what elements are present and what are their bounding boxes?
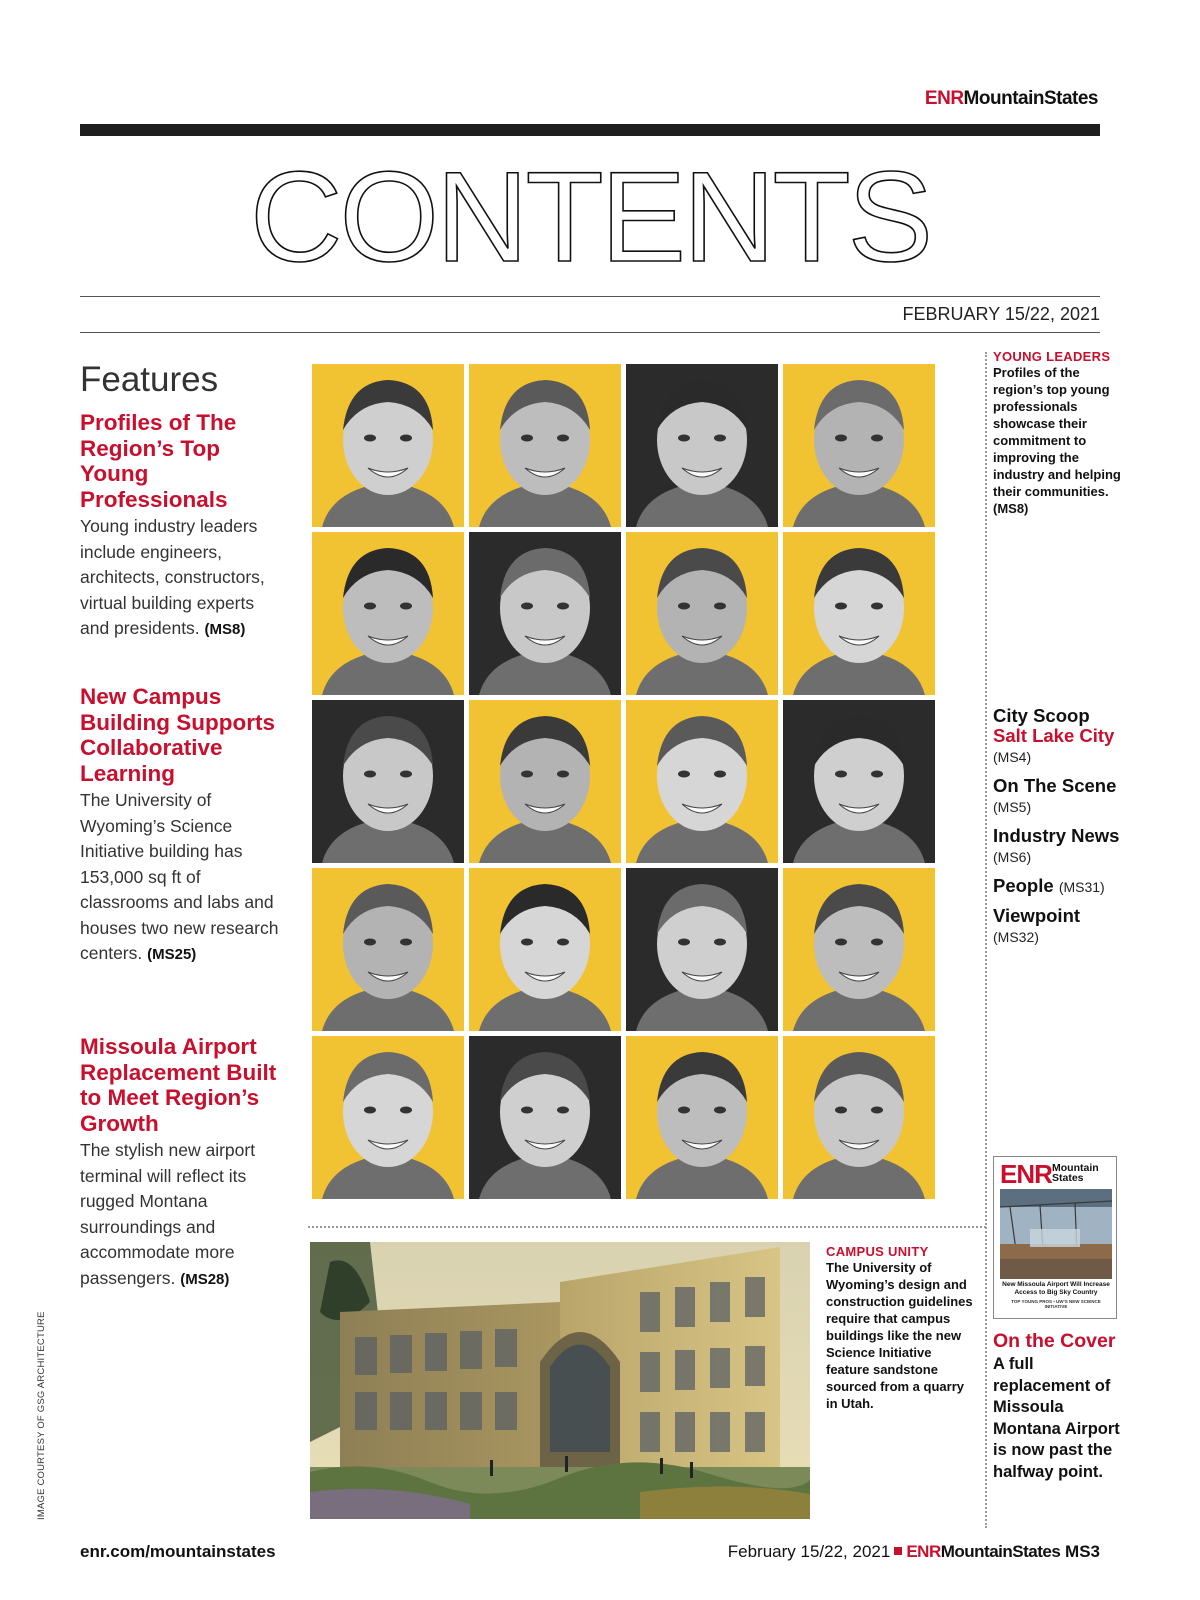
brand-mountainstates-text: MountainStates: [963, 88, 1098, 109]
toc-item-viewpoint[interactable]: Viewpoint (MS32): [993, 905, 1081, 945]
issue-date: FEBRUARY 15/22, 2021: [902, 304, 1100, 324]
page-title: CONTENTS: [250, 146, 930, 289]
toc-item-on-the-scene[interactable]: On The Scene (MS5): [993, 775, 1117, 815]
caption-kicker: CAMPUS UNITY: [826, 1244, 929, 1259]
headshot-photo[interactable]: [783, 700, 935, 863]
headshot-photo[interactable]: [783, 868, 935, 1031]
headshot-photo[interactable]: [312, 364, 464, 527]
divider: [80, 296, 1100, 297]
page-ref: (MS8): [204, 621, 246, 638]
headshot-photo[interactable]: [626, 700, 778, 863]
departments-list: [993, 706, 1143, 956]
cover-brand: Mountain States: [1052, 1162, 1099, 1184]
cover-thumbnail[interactable]: [993, 1156, 1117, 1319]
feature-missoula-airport[interactable]: [80, 1034, 285, 1292]
headshot-photo[interactable]: [469, 364, 621, 527]
headshot-photo[interactable]: [783, 532, 935, 695]
toc-item-city-scoop[interactable]: City Scoop Salt Lake City (MS4): [993, 705, 1115, 765]
headshot-photo[interactable]: [783, 364, 935, 527]
cover-airport-image: [1000, 1189, 1112, 1279]
headshot-photo[interactable]: [469, 1036, 621, 1199]
on-the-cover-title: On the Cover: [993, 1330, 1116, 1352]
headshot-photo[interactable]: [783, 1036, 935, 1199]
campus-unity-caption: [826, 1244, 976, 1412]
on-the-cover: [993, 1330, 1133, 1483]
feature-title[interactable]: Missoula Airport Replacement Built to Meet Region’s Growth: [80, 1034, 277, 1136]
feature-description: The stylish new airport terminal will reflect its rugged Montana surroundings and accommodate more passengers. (MS28): [80, 1140, 256, 1288]
headshot-photo[interactable]: [312, 1036, 464, 1199]
headshot-photo[interactable]: [626, 532, 778, 695]
cover-masthead: ENR: [1000, 1159, 1052, 1189]
feature-young-professionals[interactable]: [80, 410, 285, 643]
headshot-photo[interactable]: [469, 532, 621, 695]
cover-subline: TOP YOUNG PROS • UW’S NEW SCIENCE INITIATIVE: [1011, 1299, 1101, 1309]
top-rule: [80, 124, 1100, 136]
feature-description: The University of Wyoming’s Science Initiative building has 153,000 sq ft of classrooms and labs and houses two new research centers. (MS25): [80, 790, 279, 963]
page-ref: (MS25): [147, 946, 197, 963]
cover-headline: New Missoula Airport Will Increase Access to Big Sky Country: [1002, 1281, 1110, 1296]
caption-body: The University of Wyoming’s design and construction guidelines require that campus buildings like the new Science Initiative feature sandstone sourced from a quarry in Utah.: [826, 1260, 973, 1411]
caption-body: Profiles of the region’s top young professionals showcase their commitment to improving the industry and helping their communities. (MS8): [993, 365, 1121, 516]
footer-folio: February 15/22, 2021 ENRMountainStates MS3: [727, 1542, 1100, 1561]
headshot-photo[interactable]: [312, 868, 464, 1031]
building-image: [310, 1242, 810, 1519]
feature-campus-building[interactable]: [80, 684, 285, 968]
divider: [80, 332, 1100, 333]
young-professionals-photo-grid[interactable]: [312, 364, 954, 1216]
feature-title[interactable]: New Campus Building Supports Collaborative Learning: [80, 684, 275, 786]
science-building-rendering[interactable]: [310, 1242, 810, 1519]
toc-item-people[interactable]: People (MS31): [993, 875, 1105, 896]
young-leaders-caption: [993, 349, 1123, 517]
headshot-photo[interactable]: [626, 868, 778, 1031]
features-heading: Features: [80, 360, 219, 399]
dotted-divider: [985, 352, 987, 1528]
headshot-photo[interactable]: [312, 700, 464, 863]
feature-title[interactable]: Profiles of The Region’s Top Young Professionals: [80, 410, 237, 512]
footer-url-link[interactable]: enr.com/mountainstates: [80, 1542, 276, 1561]
headshot-photo[interactable]: [469, 700, 621, 863]
caption-kicker: YOUNG LEADERS: [993, 349, 1111, 364]
image-credit: IMAGE COURTESY OF GSG ARCHITECTURE: [36, 1311, 47, 1520]
square-bullet-icon: [894, 1547, 902, 1555]
masthead-brand: [925, 88, 1098, 110]
brand-enr-logo: ENR: [924, 88, 964, 109]
headshot-photo[interactable]: [626, 1036, 778, 1199]
page-ref: (MS28): [180, 1270, 230, 1288]
headshot-photo[interactable]: [626, 364, 778, 527]
dotted-divider: [308, 1226, 986, 1228]
on-the-cover-body: A full replacement of Missoula Montana Airport is now past the halfway point.: [993, 1355, 1120, 1481]
feature-description: Young industry leaders include engineers, architects, constructors, virtual building experts and presidents. (MS8): [80, 516, 265, 638]
toc-item-industry-news[interactable]: Industry News (MS6): [993, 825, 1120, 865]
headshot-photo[interactable]: [469, 868, 621, 1031]
headshot-photo[interactable]: [312, 532, 464, 695]
